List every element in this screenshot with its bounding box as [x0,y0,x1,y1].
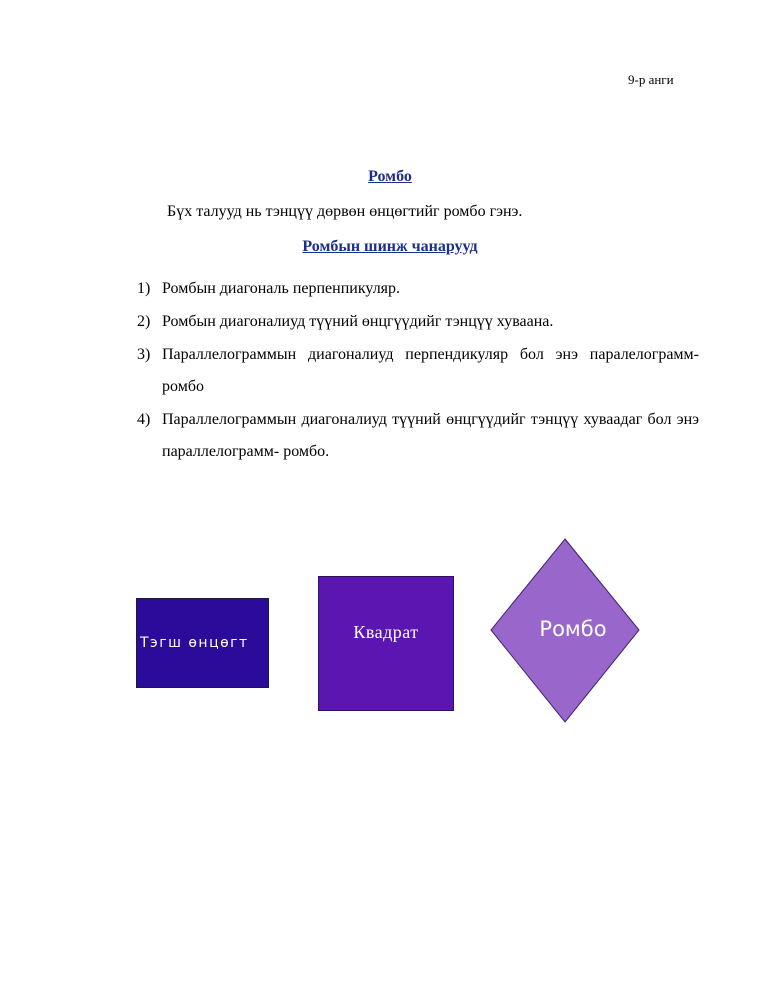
properties-list [137,273,699,469]
list-item-text: Параллелограммын диагоналиуд перпендикуляр бол энэ паралелограмм- ромбо [162,346,699,395]
list-item [137,339,699,403]
list-item-number: 2) [137,313,151,330]
list-item-text: Ромбын диагоналиуд түүний өнцгүүдийг тэнцүү хуваана. [162,313,554,330]
rhombus-definition: Бүх талууд нь тэнцүү дөрвөн өнцөгтийг ромбо гэнэ. [167,203,523,220]
list-item-text: Параллелограммын диагоналиуд түүний өнцгүүдийг тэнцүү хуваадаг бол энэ параллелограмм- ромбо. [162,411,699,460]
list-item-number: 3) [137,346,151,363]
rhombus-label: Ромбо [539,617,607,641]
list-item [137,306,699,338]
rhombus-shape [490,538,640,723]
list-item-text: Ромбын диагональ перпенпикуляр. [162,280,401,297]
square-shape [318,576,454,711]
list-item-number: 4) [137,411,151,428]
page-title: Ромбо [368,168,412,185]
list-item [137,404,699,468]
properties-heading: Ромбын шинж чанарууд [302,238,478,255]
square-label: Квадрат [353,622,419,642]
list-item [137,273,699,305]
rectangle-label: Тэгш өнцөгт [140,635,249,651]
rectangle-shape [136,598,269,688]
grade-label: 9-р анги [628,72,674,87]
list-item-number: 1) [137,280,151,297]
